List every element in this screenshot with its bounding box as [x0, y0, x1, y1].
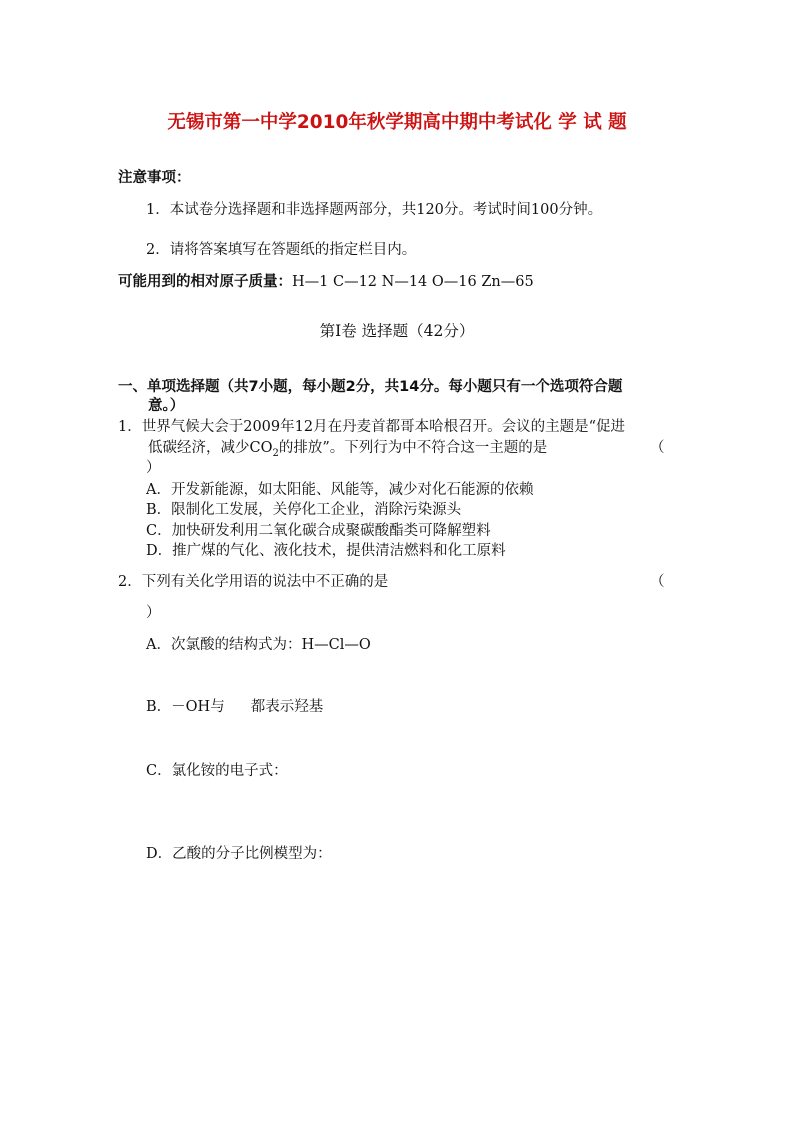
q1-option-a: A．开发新能源，如太阳能、风能等，减少对化石能源的依赖 — [146, 482, 534, 498]
q1-answer-paren-close: ） — [146, 460, 161, 476]
q2-option-b-post: 都表示羟基 — [250, 699, 324, 715]
q1-line2-post: 的排放”。下列行为中不符合这一主题的是 — [278, 440, 548, 456]
q2-option-c: C．氯化铵的电子式： — [146, 763, 288, 779]
atomic-mass-values: H—1 C—12 N—14 O—16 Zn—65 — [292, 274, 534, 290]
q2-option-b-pre: B．－OH与 — [146, 699, 225, 715]
q1-line2-pre: 低碳经济，减少CO — [148, 440, 273, 456]
part1-header-line1: 一、单项选择题（共7小题，每小题2分，共14分。每小题只有一个选项符合题 — [118, 379, 623, 395]
atomic-mass-label: 可能用到的相对原子质量： — [118, 274, 292, 290]
q2-answer-paren-close: ） — [146, 605, 161, 621]
q1-line2 — [148, 436, 547, 459]
part1-header-line2: 意。） — [148, 398, 185, 414]
q2-option-b — [146, 695, 323, 716]
atomic-mass-line — [118, 270, 534, 291]
q2-option-a: A．次氯酸的结构式为：H—Cl—O — [146, 637, 371, 653]
q1-answer-paren-open: （ — [650, 440, 665, 456]
q1-option-c: C．加快研发利用二氧化碳合成聚碳酸酯类可降解塑料 — [146, 523, 491, 539]
notice-item-1: 1．本试卷分选择题和非选择题两部分，共120分。考试时间100分钟。 — [146, 202, 603, 218]
notice-heading: 注意事项： — [118, 170, 191, 186]
q2-option-d: D．乙酸的分子比例模型为： — [146, 846, 332, 862]
notice-item-2: 2．请将答案填写在答题纸的指定栏目内。 — [146, 242, 417, 258]
q2-answer-paren-open: （ — [650, 574, 665, 590]
q1-option-b: B．限制化工发展，关停化工企业，消除污染源头 — [146, 502, 462, 518]
exam-title: 无锡市第一中学2010年秋学期高中期中考试化 学 试 题 — [167, 112, 627, 133]
q1-line1: 1．世界气候大会于2009年12月在丹麦首都哥本哈根召开。会议的主题是“促进 — [118, 419, 625, 435]
q1-option-d: D．推广煤的气化、液化技术，提供清洁燃料和化工原料 — [146, 543, 506, 559]
q1-co2-subscript: 2 — [272, 447, 279, 459]
section-title: 第Ⅰ卷 选择题（42分） — [319, 322, 475, 340]
q2-stem: 2．下列有关化学用语的说法中不正确的是 — [118, 574, 389, 590]
